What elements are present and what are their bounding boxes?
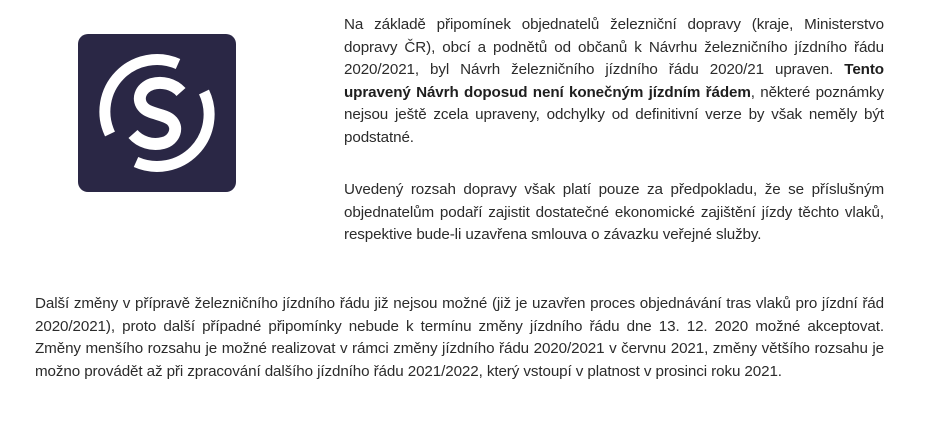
- intro-bold-text: Tento upravený Návrh doposud není konečným jízdním řádem: [344, 61, 884, 101]
- intro-text-before: Na základě připomínek objednatelů železniční dopravy (kraje, Ministerstvo dopravy ČR), obcí a podnětů od občanů k Návrhu železničního jízdního řádu 2020/2021, byl Návrh železničního jízdního řádu 2020/21 upraven.: [344, 16, 884, 79]
- condition-paragraph: Uvedený rozsah dopravy však platí pouze za předpokladu, že se příslušným objednatelům podaří zajistit dostatečné ekonomické zajištění jízdy těchto vlaků, respektive bude-li uzavřena smlouva o závazku veřejné služby.: [344, 181, 884, 244]
- intro-paragraph: [344, 14, 884, 150]
- app-logo: [78, 34, 236, 192]
- further-changes-paragraph: Další změny v přípravě železničního jízdního řádu již nejsou možné (již je uzavřen proces objednávání tras vlaků pro jízdní řád 2020/2021), proto další případné připomínky nebude k termínu změny jízdního řádu dne 13. 12. 2020 možné akceptovat. Změny menšího rozsahu je možné realizovat v rámci změny jízdního řádu 2020/2021 v červnu 2021, změny většího rozsahu je možno provádět až při zpracování dalšího jízdního řádu 2021/2022, který vstoupí v platnost v prosinci roku 2021.: [35, 295, 884, 380]
- intro-text-after: , některé poznámky nejsou ještě zcela upraveny, odchylky od definitivní verze by však neměly být podstatné.: [344, 83, 884, 146]
- condition-paragraph-container: [35, 179, 884, 247]
- s-letter-circle-logo-icon: [78, 34, 236, 192]
